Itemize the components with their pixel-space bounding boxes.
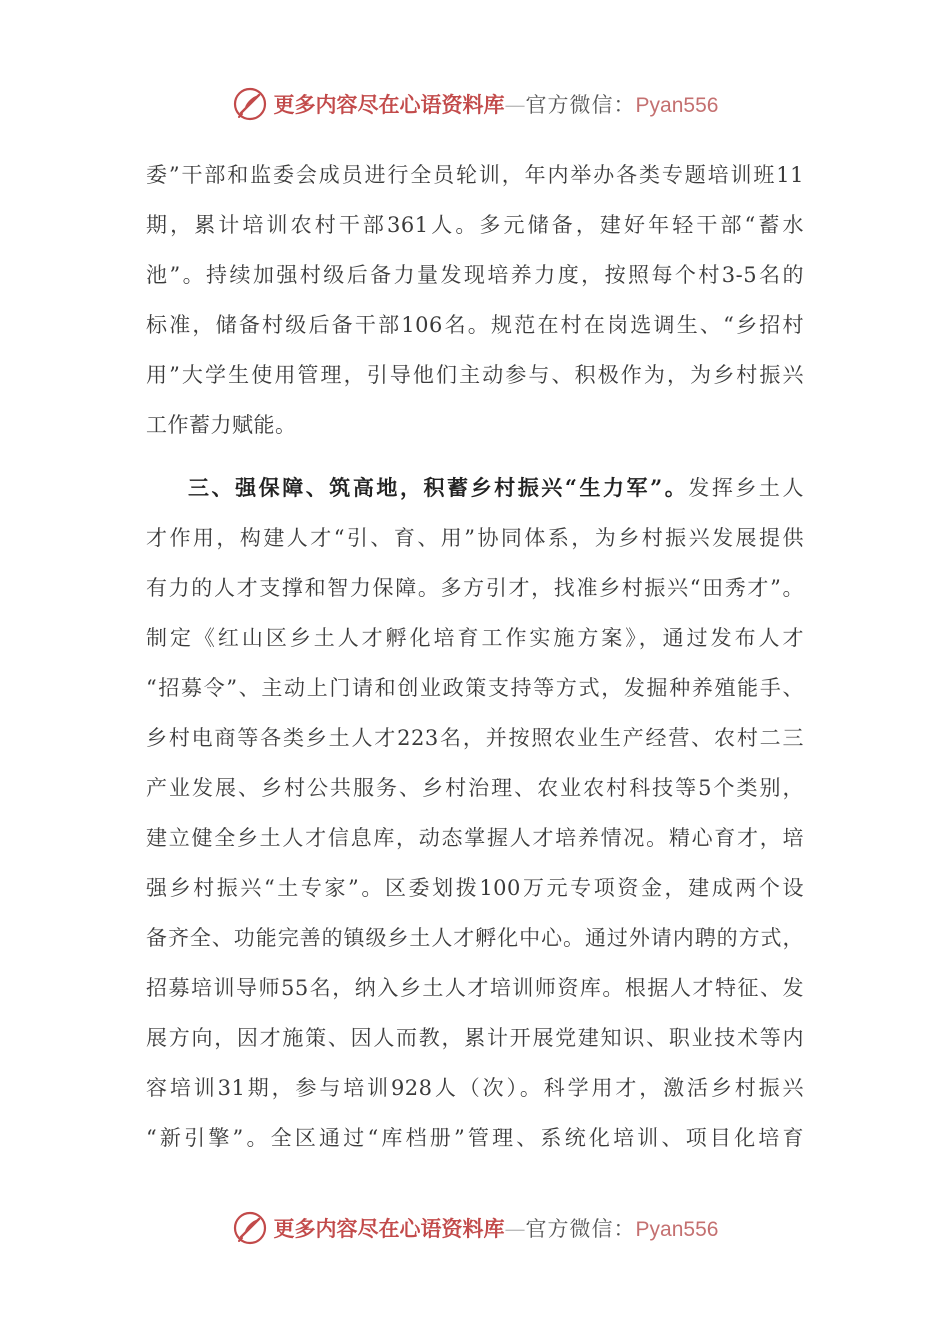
text-line: 有力的人才支撑和智力保障。多方引才，找准乡村振兴“田秀才”。 [146,576,804,600]
text-line: 标准，储备村级后备干部106名。规范在村在岗选调生、“乡招村 [146,313,804,337]
text-line: 制定《红山区乡土人才孵化培育工作实施方案》，通过发布人才 [146,626,804,650]
text-span: 发挥乡土人 [688,476,804,500]
header-dash: — [504,93,526,117]
text-line: 池”。持续加强村级后备力量发现培养力度，按照每个村3-5名的 [146,263,804,287]
text-line: 产业发展、乡村公共服务、乡村治理、农业农村科技等5个类别， [146,776,804,800]
text-line: “新引擎”。全区通过“库档册”管理、系统化培训、项目化培育 [146,1126,804,1150]
quill-logo-icon [232,1210,268,1246]
text-line: “招募令”、主动上门请和创业政策支持等方式，发掘种养殖能手、 [146,676,804,700]
footer-banner [0,1208,950,1248]
text-line: 委”干部和监委会成员进行全员轮训，年内举办各类专题培训班11 [146,163,804,187]
header-wechat-label: 官方微信： [525,93,636,117]
footer-brand: 更多内容尽在心语资料库 [273,1216,505,1241]
text-line: 招募培训导师55名，纳入乡土人才培训师资库。根据人才特征、发 [146,976,804,1000]
document-body [146,150,804,1163]
text-line: 强乡村振兴“土专家”。区委划拨100万元专项资金，建成两个设 [146,876,804,900]
text-line: 容培训31期，参与培训928人（次）。科学用才，激活乡村振兴 [146,1076,804,1100]
section-heading: 三、强保障、筑高地，积蓄乡村振兴“生力军”。 [188,475,689,500]
paragraph-1 [146,150,804,450]
header-wechat-id: Pyan556 [635,94,719,117]
text-line: 用”大学生使用管理，引导他们主动参与、积极作为，为乡村振兴 [146,363,804,387]
footer-wechat-label: 官方微信： [525,1217,636,1241]
footer-wechat-id: Pyan556 [635,1218,719,1241]
text-line: 备齐全、功能完善的镇级乡土人才孵化中心。通过外请内聘的方式， [146,926,804,950]
paragraph-2 [146,463,804,1163]
footer-dash: — [504,1217,526,1241]
section-heading-line [146,463,804,513]
text-line: 展方向，因才施策、因人而教，累计开展党建知识、职业技术等内 [146,1026,804,1050]
text-line: 乡村电商等各类乡土人才223名，并按照农业生产经营、农村二三 [146,726,804,750]
text-line: 才作用，构建人才“引、育、用”协同体系，为乡村振兴发展提供 [146,526,804,550]
text-line: 建立健全乡土人才信息库，动态掌握人才培养情况。精心育才，培 [146,826,804,850]
text-line: 期，累计培训农村干部361人。多元储备，建好年轻干部“蓄水 [146,213,804,237]
quill-logo-icon [232,86,268,122]
text-line: 工作蓄力赋能。 [146,413,297,437]
header-brand: 更多内容尽在心语资料库 [273,92,505,117]
header-banner [0,84,950,124]
